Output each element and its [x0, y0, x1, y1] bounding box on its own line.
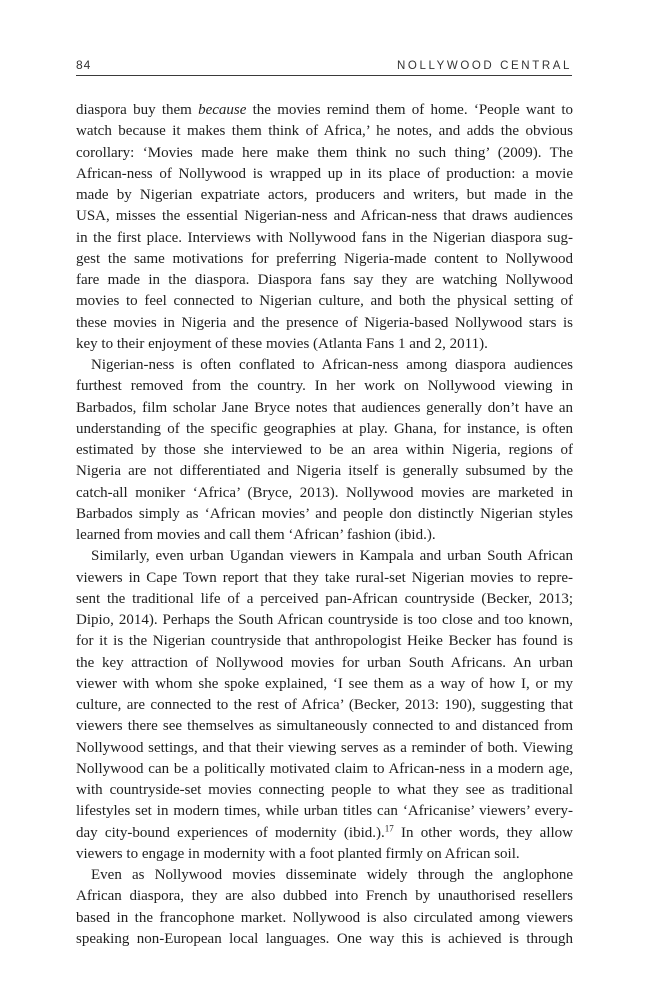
page-number: 84 [76, 58, 92, 72]
text-line: furthest removed from the country. In her work on Nollywood viewing in [76, 378, 573, 395]
text-line: estimated by those she interviewed to be an area within Nigeria, regions of [76, 442, 573, 458]
text-line: African-ness of Nollywood is wrapped up in its place of production: a movie [76, 165, 573, 182]
text-line: made by Nigerian expatriate actors, producers and writers, but made in the [76, 187, 573, 203]
header-rule [76, 75, 572, 76]
paragraph-first-line: Similarly, even urban Ugandan viewers in Kampala and urban South African [91, 548, 573, 565]
text-line: Barbados simply as ‘African movies’ and people don distinctly Nigerian styles [76, 505, 573, 522]
text-line: viewers there see themselves as simultaneously connected to and distanced from [76, 718, 573, 735]
text-line: viewers in Cape Town report that they take rural-set Nigerian movies to repre- [76, 569, 573, 586]
text-line: speaking non-European local languages. One way this is achieved is through [76, 930, 573, 947]
text-line: African diaspora, they are also dubbed into French by unauthorised resellers [76, 888, 573, 905]
text-line: USA, misses the essential Nigerian-ness and African-ness that draws audiences [76, 208, 573, 225]
text-line: viewers to engage in modernity with a foot planted firmly on African soil. [76, 845, 520, 862]
text-line: watch because it makes them think of Africa,’ he notes, and adds the obvious [76, 123, 573, 140]
text-line: Dipio, 2014). Perhaps the South African countryside is too close and too known, [76, 612, 573, 628]
text-line: Nigeria are not differentiated and Nigeria itself is generally subsumed by the [76, 463, 573, 480]
text-line: culture, are connected to the rest of Africa’ (Becker, 2013: 190), suggesting that [76, 697, 573, 713]
text-line: key to their enjoyment of these movies (Atlanta Fans 1 and 2, 2011). [76, 335, 488, 352]
text-line: Barbados, film scholar Jane Bryce notes that audiences generally don’t have an [76, 399, 573, 416]
text-line: understanding of the specific geographies at play. Ghana, for instance, is often [76, 420, 573, 437]
text-line: corollary: ‘Movies made here make them think no such thing’ (2009). The [76, 144, 573, 161]
footnote-marker[interactable]: 17 [384, 823, 394, 834]
text-line: with countryside-set movies connecting people to what they see as traditional [76, 782, 573, 798]
text-line: fare made in the diaspora. Diaspora fans say they are watching Nollywood [76, 272, 573, 288]
emphasis: because [198, 102, 247, 118]
text-line: catch-all moniker ‘Africa’ (Bryce, 2013). Nollywood movies are marketed in [76, 484, 573, 501]
text-line: movies to feel connected to Nigerian culture, and both the physical setting of [76, 293, 573, 310]
text-line: for it is the Nigerian countryside that anthropologist Heike Becker has found is [76, 633, 573, 650]
text-line: diaspora buy them because the movies remind them of home. ‘People want to [76, 102, 573, 118]
text-line: the key attraction of Nollywood movies for urban South Africans. An urban [76, 654, 573, 671]
text-line: Nollywood can be a politically motivated claim to African-ness in a modern age, [76, 760, 573, 777]
running-title: NOLLYWOOD CENTRAL [397, 60, 572, 72]
text-line: based in the francophone market. Nollywood is also circulated among viewers [76, 909, 573, 926]
text-line: viewer with whom she spoke explained, ‘I see them as a way of how I, or my [76, 675, 573, 692]
text-line: in the first place. Interviews with Nollywood fans in the Nigerian diaspora sug- [76, 229, 573, 246]
body-text [76, 100, 573, 950]
text-line: Nollywood settings, and that their viewing serves as a reminder of both. Viewing [76, 739, 573, 756]
text-line: gest the same motivations for preferring Nigeria-made content to Nollywood [76, 250, 573, 267]
text-line: these movies in Nigeria and the presence of Nigeria-based Nollywood stars is [76, 314, 573, 331]
running-head [76, 52, 572, 72]
text-line: sent the traditional life of a perceived pan-African countryside (Becker, 2013; [76, 590, 573, 607]
text-line: lifestyles set in modern times, while urban titles can ‘Africanise’ viewers’ every- [76, 803, 573, 820]
paragraph-first-line: Nigerian-ness is often conflated to African-ness among diaspora audiences [91, 357, 573, 373]
text-line: learned from movies and call them ‘African’ fashion (ibid.). [76, 527, 436, 543]
text-line: day city-bound experiences of modernity (ibid.).$^{17}$ In other words, they allow [76, 823, 573, 841]
paragraph-first-line: Even as Nollywood movies disseminate widely through the anglophone [91, 867, 573, 883]
